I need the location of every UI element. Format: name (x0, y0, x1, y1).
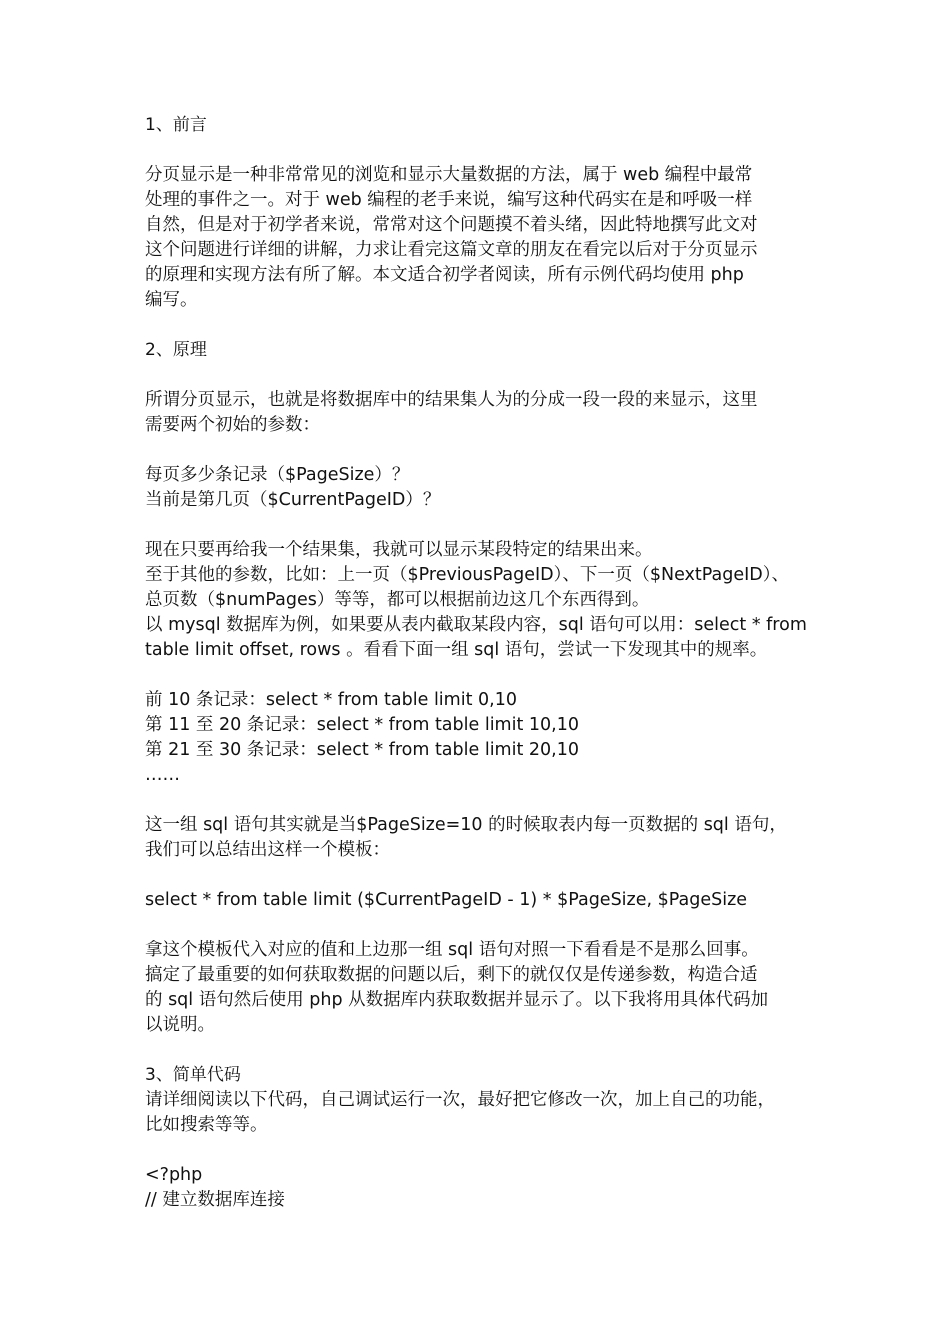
paragraph-line: 编写。 (145, 290, 198, 310)
paragraph-line: 这一组 sql 语句其实就是当$PageSize=10 的时候取表内每一页数据的 sql 语句， (145, 815, 787, 835)
section-heading-code: 3、简单代码 (145, 1065, 241, 1085)
paragraph-line: 总页数（$numPages）等等，都可以根据前边这几个东西得到。 (145, 590, 650, 610)
paragraph-line: table limit offset, rows 。看看下面一组 sql 语句，尝试一下发现其中的规率。 (145, 640, 768, 660)
spacer (145, 788, 810, 813)
spacer (145, 313, 810, 338)
spacer (145, 513, 810, 538)
paragraph-line: 以说明。 (145, 1015, 215, 1035)
sql-examples (145, 688, 810, 788)
paragraph-line: 搞定了最重要的如何获取数据的问题以后，剩下的就仅仅是传递参数，构造合适 (145, 965, 758, 985)
paragraph-line: 自然，但是对于初学者来说，常常对这个问题摸不着头绪，因此特地撰写此文对 (145, 215, 758, 235)
example-line: 第 11 至 20 条记录：select * from table limit 10,10 (145, 715, 579, 735)
code-line: <?php (145, 1165, 203, 1185)
param-line: 当前是第几页（$CurrentPageID）？ (145, 490, 441, 510)
principle-explain (145, 538, 810, 663)
paragraph-line: 分页显示是一种非常常见的浏览和显示大量数据的方法，属于 web 编程中最常 (145, 165, 753, 185)
example-line: …… (145, 765, 180, 785)
spacer (145, 913, 810, 938)
paragraph-line: 现在只要再给我一个结果集，我就可以显示某段特定的结果出来。 (145, 540, 653, 560)
paragraph-line: 请详细阅读以下代码，自己调试运行一次，最好把它修改一次，加上自己的功能， (145, 1090, 775, 1110)
principle-conclusion (145, 938, 810, 1038)
preface-paragraph (145, 163, 810, 313)
code-intro (145, 1088, 810, 1138)
paragraph-line: 我们可以总结出这样一个模板： (145, 840, 390, 860)
paragraph-line: 比如搜索等等。 (145, 1115, 268, 1135)
document-page (145, 113, 810, 1213)
paragraph-line: 所谓分页显示，也就是将数据库中的结果集人为的分成一段一段的来显示，这里 (145, 390, 758, 410)
paragraph-line: 的原理和实现方法有所了解。本文适合初学者阅读，所有示例代码均使用 php (145, 265, 744, 285)
paragraph-line: 处理的事件之一。对于 web 编程的老手来说，编写这种代码实在是和呼吸一样 (145, 190, 753, 210)
spacer (145, 363, 810, 388)
spacer (145, 1138, 810, 1163)
paragraph-line: 至于其他的参数，比如：上一页（$PreviousPageID）、下一页（$NextPageID）、 (145, 565, 789, 585)
spacer (145, 863, 810, 888)
spacer (145, 1038, 810, 1063)
param-line: 每页多少条记录（$PageSize）？ (145, 465, 410, 485)
section-heading-preface: 1、前言 (145, 115, 207, 135)
code-block (145, 1163, 810, 1213)
paragraph-line: 这个问题进行详细的讲解，力求让看完这篇文章的朋友在看完以后对于分页显示 (145, 240, 758, 260)
spacer (145, 138, 810, 163)
spacer (145, 663, 810, 688)
code-line: // 建立数据库连接 (145, 1190, 285, 1210)
paragraph-line: 的 sql 语句然后使用 php 从数据库内获取数据并显示了。以下我将用具体代码加 (145, 990, 769, 1010)
principle-params (145, 463, 810, 513)
principle-summary (145, 813, 810, 863)
example-line: 前 10 条记录：select * from table limit 0,10 (145, 690, 517, 710)
sql-template: select * from table limit ($CurrentPageID - 1) * $PageSize, $PageSize (145, 890, 748, 910)
principle-intro (145, 388, 810, 438)
paragraph-line: 拿这个模板代入对应的值和上边那一组 sql 语句对照一下看看是不是那么回事。 (145, 940, 759, 960)
section-heading-principle: 2、原理 (145, 340, 207, 360)
paragraph-line: 以 mysql 数据库为例，如果要从表内截取某段内容，sql 语句可以用：select * from (145, 615, 807, 635)
example-line: 第 21 至 30 条记录：select * from table limit 20,10 (145, 740, 579, 760)
paragraph-line: 需要两个初始的参数： (145, 415, 320, 435)
spacer (145, 438, 810, 463)
